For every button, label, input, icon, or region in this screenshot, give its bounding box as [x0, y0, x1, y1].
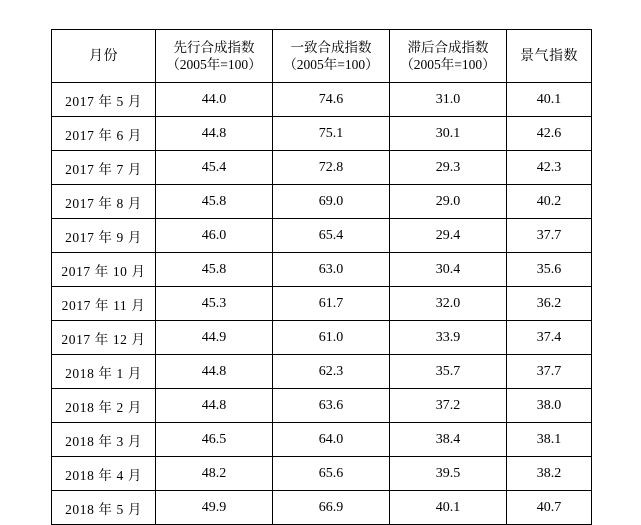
table-row [52, 423, 592, 457]
cell-climate-index: 37.4 [507, 321, 592, 355]
table-row [52, 355, 592, 389]
table-row [52, 117, 592, 151]
column-header-leading-index [156, 30, 273, 83]
table-row [52, 287, 592, 321]
table-row [52, 491, 592, 525]
cell-leading-index: 44.8 [156, 389, 273, 423]
cell-leading-index: 44.8 [156, 355, 273, 389]
column-header-month [52, 30, 156, 83]
cell-lagging-index: 38.4 [390, 423, 507, 457]
cell-lagging-index: 39.5 [390, 457, 507, 491]
index-table-container [51, 29, 591, 525]
table-row [52, 321, 592, 355]
column-header-leading-index-line1: 先行合成指数 [173, 40, 255, 55]
cell-coincident-index: 61.0 [273, 321, 390, 355]
cell-month: 2017 年 8 月 [52, 185, 156, 219]
table-header [52, 30, 592, 83]
cell-coincident-index: 66.9 [273, 491, 390, 525]
cell-climate-index: 42.6 [507, 117, 592, 151]
cell-leading-index: 45.8 [156, 253, 273, 287]
cell-month: 2017 年 5 月 [52, 83, 156, 117]
cell-coincident-index: 72.8 [273, 151, 390, 185]
cell-month: 2018 年 5 月 [52, 491, 156, 525]
column-header-climate-index [507, 30, 592, 83]
column-header-climate-index-text: 景气指数 [520, 48, 578, 64]
cell-month: 2017 年 6 月 [52, 117, 156, 151]
cell-climate-index: 36.2 [507, 287, 592, 321]
cell-climate-index: 38.1 [507, 423, 592, 457]
table-row [52, 219, 592, 253]
cell-climate-index: 37.7 [507, 355, 592, 389]
table-body [52, 83, 592, 525]
cell-leading-index: 49.9 [156, 491, 273, 525]
column-header-leading-index-line2: （2005年=100） [166, 57, 262, 72]
cell-coincident-index: 61.7 [273, 287, 390, 321]
cell-leading-index: 44.9 [156, 321, 273, 355]
table-row [52, 457, 592, 491]
cell-lagging-index: 40.1 [390, 491, 507, 525]
cell-leading-index: 45.3 [156, 287, 273, 321]
column-header-coincident-index-line1: 一致合成指数 [290, 40, 372, 55]
cell-coincident-index: 69.0 [273, 185, 390, 219]
cell-lagging-index: 29.3 [390, 151, 507, 185]
cell-lagging-index: 32.0 [390, 287, 507, 321]
cell-lagging-index: 29.0 [390, 185, 507, 219]
cell-month: 2017 年 10 月 [52, 253, 156, 287]
column-header-lagging-index-line1: 滞后合成指数 [407, 40, 489, 55]
cell-climate-index: 40.1 [507, 83, 592, 117]
cell-leading-index: 44.0 [156, 83, 273, 117]
cell-lagging-index: 30.4 [390, 253, 507, 287]
cell-climate-index: 37.7 [507, 219, 592, 253]
cell-climate-index: 35.6 [507, 253, 592, 287]
cell-coincident-index: 62.3 [273, 355, 390, 389]
cell-month: 2017 年 9 月 [52, 219, 156, 253]
cell-climate-index: 42.3 [507, 151, 592, 185]
cell-coincident-index: 63.6 [273, 389, 390, 423]
cell-lagging-index: 31.0 [390, 83, 507, 117]
cell-leading-index: 46.0 [156, 219, 273, 253]
cell-climate-index: 40.2 [507, 185, 592, 219]
table-row [52, 389, 592, 423]
cell-leading-index: 44.8 [156, 117, 273, 151]
table-row [52, 185, 592, 219]
column-header-lagging-index-line2: （2005年=100） [400, 57, 496, 72]
cell-climate-index: 40.7 [507, 491, 592, 525]
cell-coincident-index: 65.6 [273, 457, 390, 491]
cell-lagging-index: 37.2 [390, 389, 507, 423]
table-row [52, 151, 592, 185]
cell-coincident-index: 64.0 [273, 423, 390, 457]
composite-index-table [51, 29, 592, 525]
cell-month: 2017 年 11 月 [52, 287, 156, 321]
cell-month: 2018 年 2 月 [52, 389, 156, 423]
cell-lagging-index: 35.7 [390, 355, 507, 389]
cell-coincident-index: 65.4 [273, 219, 390, 253]
cell-coincident-index: 74.6 [273, 83, 390, 117]
cell-month: 2018 年 3 月 [52, 423, 156, 457]
cell-leading-index: 46.5 [156, 423, 273, 457]
cell-climate-index: 38.0 [507, 389, 592, 423]
column-header-lagging-index [390, 30, 507, 83]
cell-month: 2017 年 7 月 [52, 151, 156, 185]
column-header-coincident-index [273, 30, 390, 83]
cell-month: 2018 年 1 月 [52, 355, 156, 389]
cell-month: 2018 年 4 月 [52, 457, 156, 491]
column-header-month-text: 月份 [89, 48, 118, 64]
cell-lagging-index: 33.9 [390, 321, 507, 355]
table-row [52, 253, 592, 287]
cell-climate-index: 38.2 [507, 457, 592, 491]
cell-leading-index: 45.4 [156, 151, 273, 185]
cell-lagging-index: 29.4 [390, 219, 507, 253]
table-header-row [52, 30, 592, 83]
cell-leading-index: 48.2 [156, 457, 273, 491]
cell-month: 2017 年 12 月 [52, 321, 156, 355]
table-row [52, 83, 592, 117]
cell-coincident-index: 63.0 [273, 253, 390, 287]
cell-coincident-index: 75.1 [273, 117, 390, 151]
column-header-coincident-index-line2: （2005年=100） [283, 57, 379, 72]
cell-leading-index: 45.8 [156, 185, 273, 219]
cell-lagging-index: 30.1 [390, 117, 507, 151]
